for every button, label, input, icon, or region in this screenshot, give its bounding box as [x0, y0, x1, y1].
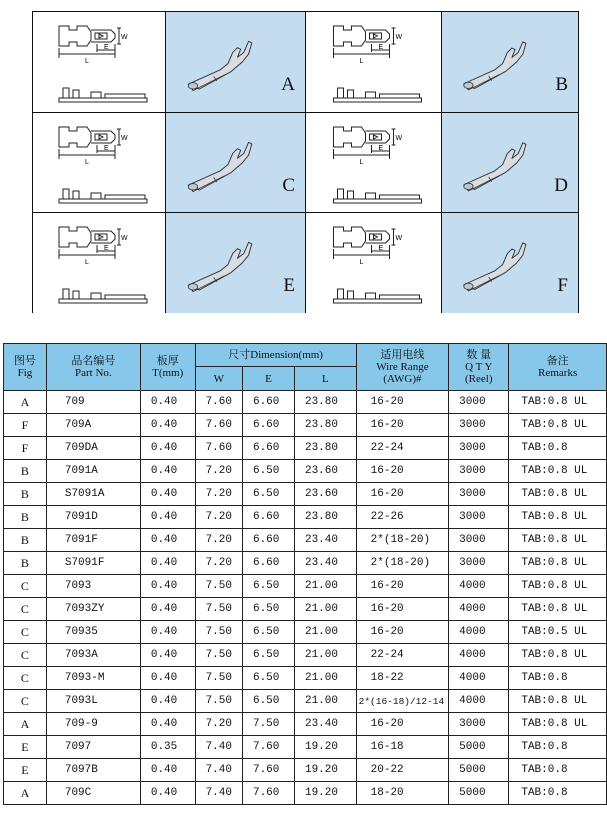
cell-e: 6.50 — [242, 598, 294, 621]
table-row — [4, 667, 607, 690]
cell-rem: TAB:0.8 UL — [509, 713, 607, 736]
cell-part: 7093-M — [46, 667, 140, 690]
cell-wire: 16-20 — [356, 713, 449, 736]
cell-rem: TAB:0.8 — [509, 782, 607, 805]
drawing-a-line-drawing — [33, 12, 165, 112]
cell-wire: 22-26 — [356, 506, 449, 529]
cell-rem: TAB:0.8 UL — [509, 460, 607, 483]
cell-l: 21.00 — [294, 598, 356, 621]
header-fig: 图号 Fig — [4, 344, 47, 391]
dim-label-w: W — [121, 34, 128, 41]
header-remarks: 备注 Remarks — [509, 344, 607, 391]
cell-qty: 3000 — [449, 713, 509, 736]
cell-e: 6.50 — [242, 460, 294, 483]
table-row — [4, 483, 607, 506]
cell-rem: TAB:0.8 UL — [509, 575, 607, 598]
cell-w: 7.50 — [195, 598, 242, 621]
figure-letter-c: C — [282, 175, 295, 196]
table-row — [4, 391, 607, 414]
cell-t: 0.40 — [140, 598, 195, 621]
cell-wire: 16-18 — [356, 736, 449, 759]
dim-label-w: W — [121, 135, 128, 142]
cell-l: 19.20 — [294, 782, 356, 805]
table-row — [4, 736, 607, 759]
table-row — [4, 460, 607, 483]
cell-e: 6.60 — [242, 529, 294, 552]
cell-t: 0.40 — [140, 713, 195, 736]
cell-t: 0.35 — [140, 736, 195, 759]
cell-part: 709-9 — [46, 713, 140, 736]
cell-t: 0.40 — [140, 621, 195, 644]
cell-w: 7.50 — [195, 575, 242, 598]
cell-w: 7.20 — [195, 483, 242, 506]
cell-rem: TAB:0.8 UL — [509, 506, 607, 529]
cell-t: 0.40 — [140, 391, 195, 414]
cell-qty: 4000 — [449, 690, 509, 713]
cell-l: 23.40 — [294, 529, 356, 552]
drawing-c — [33, 113, 165, 213]
drawing-a — [33, 12, 165, 112]
cell-w: 7.40 — [195, 736, 242, 759]
cell-part: S7091F — [46, 552, 140, 575]
cell-rem: TAB:0.8 — [509, 759, 607, 782]
cell-wire: 20-22 — [356, 759, 449, 782]
cell-wire: 16-20 — [356, 621, 449, 644]
dim-label-l: L — [359, 58, 364, 65]
cell-part: 7091D — [46, 506, 140, 529]
cell-t: 0.40 — [140, 759, 195, 782]
cell-wire: 16-20 — [356, 391, 449, 414]
photo-c — [165, 113, 305, 213]
cell-e: 6.60 — [242, 437, 294, 460]
dim-label-w: W — [121, 235, 128, 242]
cell-qty: 4000 — [449, 667, 509, 690]
cell-wire: 16-20 — [356, 575, 449, 598]
photo-c-terminal-illustration — [166, 113, 277, 213]
dim-label-w: W — [395, 34, 403, 41]
cell-t: 0.40 — [140, 644, 195, 667]
cell-qty: 3000 — [449, 483, 509, 506]
table-row — [4, 598, 607, 621]
cell-part: 7091A — [46, 460, 140, 483]
header-dimension: 尺寸Dimension(mm) — [195, 344, 356, 367]
drawing-d-line-drawing — [306, 113, 441, 213]
drawing-b-line-drawing — [306, 12, 441, 112]
table-row — [4, 529, 607, 552]
cell-fig: C — [4, 575, 47, 598]
cell-e: 7.50 — [242, 713, 294, 736]
cell-w: 7.50 — [195, 667, 242, 690]
table-row — [4, 552, 607, 575]
cell-rem: TAB:0.8 UL — [509, 552, 607, 575]
cell-fig: B — [4, 460, 47, 483]
cell-l: 19.20 — [294, 759, 356, 782]
cell-t: 0.40 — [140, 506, 195, 529]
cell-e: 7.60 — [242, 782, 294, 805]
cell-fig: A — [4, 782, 47, 805]
cell-w: 7.20 — [195, 506, 242, 529]
cell-w: 7.20 — [195, 460, 242, 483]
cell-qty: 3000 — [449, 460, 509, 483]
cell-l: 23.80 — [294, 437, 356, 460]
cell-l: 21.00 — [294, 575, 356, 598]
cell-qty: 3000 — [449, 391, 509, 414]
cell-part: S7091A — [46, 483, 140, 506]
cell-qty: 3000 — [449, 552, 509, 575]
photo-d — [441, 113, 578, 213]
figure-row-ef — [33, 212, 578, 313]
cell-fig: A — [4, 713, 47, 736]
cell-w: 7.20 — [195, 713, 242, 736]
dim-label-e: E — [104, 245, 109, 252]
cell-l: 23.80 — [294, 414, 356, 437]
cell-fig: B — [4, 529, 47, 552]
header-e: E — [242, 367, 294, 391]
cell-l: 21.00 — [294, 690, 356, 713]
cell-w: 7.60 — [195, 414, 242, 437]
cell-l: 23.80 — [294, 391, 356, 414]
dim-label-l: L — [359, 159, 364, 166]
table-row — [4, 437, 607, 460]
cell-qty: 5000 — [449, 736, 509, 759]
dim-label-e: E — [378, 44, 384, 51]
photo-d-terminal-illustration — [442, 113, 551, 213]
cell-e: 6.50 — [242, 690, 294, 713]
cell-w: 7.60 — [195, 437, 242, 460]
drawing-d — [305, 113, 441, 213]
cell-rem: TAB:0.8 — [509, 736, 607, 759]
cell-w: 7.60 — [195, 391, 242, 414]
dim-label-e: E — [378, 245, 384, 252]
photo-f — [441, 213, 578, 313]
cell-l: 23.40 — [294, 552, 356, 575]
cell-t: 0.40 — [140, 552, 195, 575]
cell-qty: 5000 — [449, 759, 509, 782]
cell-e: 6.50 — [242, 483, 294, 506]
cell-part: 709 — [46, 391, 140, 414]
cell-wire: 18-22 — [356, 667, 449, 690]
cell-e: 6.60 — [242, 506, 294, 529]
cell-fig: C — [4, 598, 47, 621]
cell-e: 6.50 — [242, 644, 294, 667]
table-row — [4, 759, 607, 782]
drawing-e-line-drawing — [33, 213, 165, 313]
header-l: L — [294, 367, 356, 391]
cell-fig: E — [4, 736, 47, 759]
cell-fig: F — [4, 437, 47, 460]
cell-part: 709C — [46, 782, 140, 805]
cell-rem: TAB:0.8 UL — [509, 529, 607, 552]
cell-fig: C — [4, 667, 47, 690]
cell-fig: F — [4, 414, 47, 437]
cell-l: 23.60 — [294, 483, 356, 506]
cell-wire: 2*(16-18)/12-14 — [356, 690, 449, 713]
table-row — [4, 782, 607, 805]
cell-t: 0.40 — [140, 575, 195, 598]
photo-a-terminal-illustration — [166, 12, 277, 112]
figure-grid — [32, 11, 579, 313]
dim-label-l: L — [85, 58, 89, 65]
cell-rem: TAB:0.8 UL — [509, 391, 607, 414]
cell-l: 21.00 — [294, 621, 356, 644]
photo-b-terminal-illustration — [442, 12, 551, 112]
cell-t: 0.40 — [140, 460, 195, 483]
figure-letter-d: D — [554, 175, 568, 196]
figure-row-cd — [33, 112, 578, 213]
cell-t: 0.40 — [140, 782, 195, 805]
cell-fig: B — [4, 506, 47, 529]
cell-t: 0.40 — [140, 437, 195, 460]
header-part: 品名编号 Part No. — [46, 344, 140, 391]
cell-l: 23.40 — [294, 713, 356, 736]
cell-qty: 4000 — [449, 644, 509, 667]
cell-wire: 2*(18-20) — [356, 529, 449, 552]
cell-rem: TAB:0.8 UL — [509, 644, 607, 667]
cell-e: 6.60 — [242, 391, 294, 414]
dim-label-e: E — [378, 145, 384, 152]
cell-part: 7091F — [46, 529, 140, 552]
cell-qty: 3000 — [449, 437, 509, 460]
cell-wire: 22-24 — [356, 437, 449, 460]
cell-wire: 16-20 — [356, 460, 449, 483]
cell-fig: B — [4, 483, 47, 506]
cell-part: 7093A — [46, 644, 140, 667]
cell-l: 21.00 — [294, 667, 356, 690]
table-row — [4, 621, 607, 644]
cell-l: 23.80 — [294, 506, 356, 529]
cell-e: 6.60 — [242, 414, 294, 437]
cell-l: 19.20 — [294, 736, 356, 759]
header-thickness: 板厚 T(mm) — [140, 344, 195, 391]
cell-qty: 3000 — [449, 529, 509, 552]
cell-part: 709DA — [46, 437, 140, 460]
cell-rem: TAB:0.5 UL — [509, 621, 607, 644]
cell-e: 7.60 — [242, 759, 294, 782]
cell-part: 709A — [46, 414, 140, 437]
cell-e: 6.50 — [242, 667, 294, 690]
cell-t: 0.40 — [140, 483, 195, 506]
figure-row-ab — [33, 12, 578, 112]
photo-f-terminal-illustration — [442, 213, 551, 313]
cell-l: 21.00 — [294, 644, 356, 667]
table-row — [4, 575, 607, 598]
cell-fig: C — [4, 621, 47, 644]
figure-letter-f: F — [557, 275, 568, 296]
cell-wire: 16-20 — [356, 483, 449, 506]
cell-w: 7.40 — [195, 759, 242, 782]
drawing-b — [305, 12, 441, 112]
drawing-e — [33, 213, 165, 313]
cell-t: 0.40 — [140, 529, 195, 552]
header-wire: 适用电线 Wire Range (AWG)# — [356, 344, 449, 391]
cell-wire: 18-20 — [356, 782, 449, 805]
cell-w: 7.50 — [195, 690, 242, 713]
cell-rem: TAB:0.8 — [509, 667, 607, 690]
dim-label-l: L — [85, 259, 89, 266]
cell-wire: 22-24 — [356, 644, 449, 667]
cell-fig: B — [4, 552, 47, 575]
cell-part: 7093ZY — [46, 598, 140, 621]
cell-part: 7093L — [46, 690, 140, 713]
cell-part: 70935 — [46, 621, 140, 644]
cell-e: 6.50 — [242, 621, 294, 644]
cell-l: 23.60 — [294, 460, 356, 483]
photo-b — [441, 12, 578, 112]
cell-wire: 16-20 — [356, 598, 449, 621]
cell-fig: C — [4, 644, 47, 667]
cell-fig: E — [4, 759, 47, 782]
photo-e-terminal-illustration — [166, 213, 277, 313]
cell-rem: TAB:0.8 UL — [509, 414, 607, 437]
cell-fig: A — [4, 391, 47, 414]
table-row — [4, 713, 607, 736]
cell-t: 0.40 — [140, 667, 195, 690]
photo-a — [165, 12, 305, 112]
dim-label-w: W — [395, 135, 403, 142]
cell-qty: 3000 — [449, 414, 509, 437]
table-row — [4, 506, 607, 529]
cell-qty: 4000 — [449, 621, 509, 644]
table-body — [4, 391, 607, 805]
table-row — [4, 414, 607, 437]
cell-w: 7.40 — [195, 782, 242, 805]
cell-part: 7097 — [46, 736, 140, 759]
drawing-f-line-drawing — [306, 213, 441, 313]
cell-fig: C — [4, 690, 47, 713]
photo-e — [165, 213, 305, 313]
dim-label-w: W — [395, 235, 403, 242]
drawing-f — [305, 213, 441, 313]
cell-rem: TAB:0.8 UL — [509, 690, 607, 713]
cell-rem: TAB:0.8 UL — [509, 483, 607, 506]
cell-qty: 5000 — [449, 782, 509, 805]
table-row — [4, 690, 607, 713]
cell-qty: 4000 — [449, 598, 509, 621]
dim-label-e: E — [104, 44, 109, 51]
cell-wire: 2*(18-20) — [356, 552, 449, 575]
cell-rem: TAB:0.8 — [509, 437, 607, 460]
cell-e: 6.60 — [242, 552, 294, 575]
cell-w: 7.50 — [195, 621, 242, 644]
cell-part: 7093 — [46, 575, 140, 598]
cell-w: 7.50 — [195, 644, 242, 667]
dim-label-l: L — [359, 259, 364, 266]
cell-wire: 16-20 — [356, 414, 449, 437]
figure-letter-a: A — [281, 74, 295, 95]
cell-qty: 4000 — [449, 575, 509, 598]
cell-t: 0.40 — [140, 690, 195, 713]
cell-rem: TAB:0.8 UL — [509, 598, 607, 621]
figure-letter-b: B — [555, 74, 568, 95]
header-qty: 数 量 Q T Y (Reel) — [449, 344, 509, 391]
cell-t: 0.40 — [140, 414, 195, 437]
cell-part: 7097B — [46, 759, 140, 782]
cell-w: 7.20 — [195, 529, 242, 552]
figure-letter-e: E — [283, 275, 295, 296]
cell-e: 7.60 — [242, 736, 294, 759]
spec-table — [3, 343, 607, 805]
drawing-c-line-drawing — [33, 113, 165, 213]
header-w: W — [195, 367, 242, 391]
cell-qty: 3000 — [449, 506, 509, 529]
table-row — [4, 644, 607, 667]
cell-w: 7.20 — [195, 552, 242, 575]
dim-label-l: L — [85, 159, 89, 166]
dim-label-e: E — [104, 145, 109, 152]
cell-e: 6.50 — [242, 575, 294, 598]
